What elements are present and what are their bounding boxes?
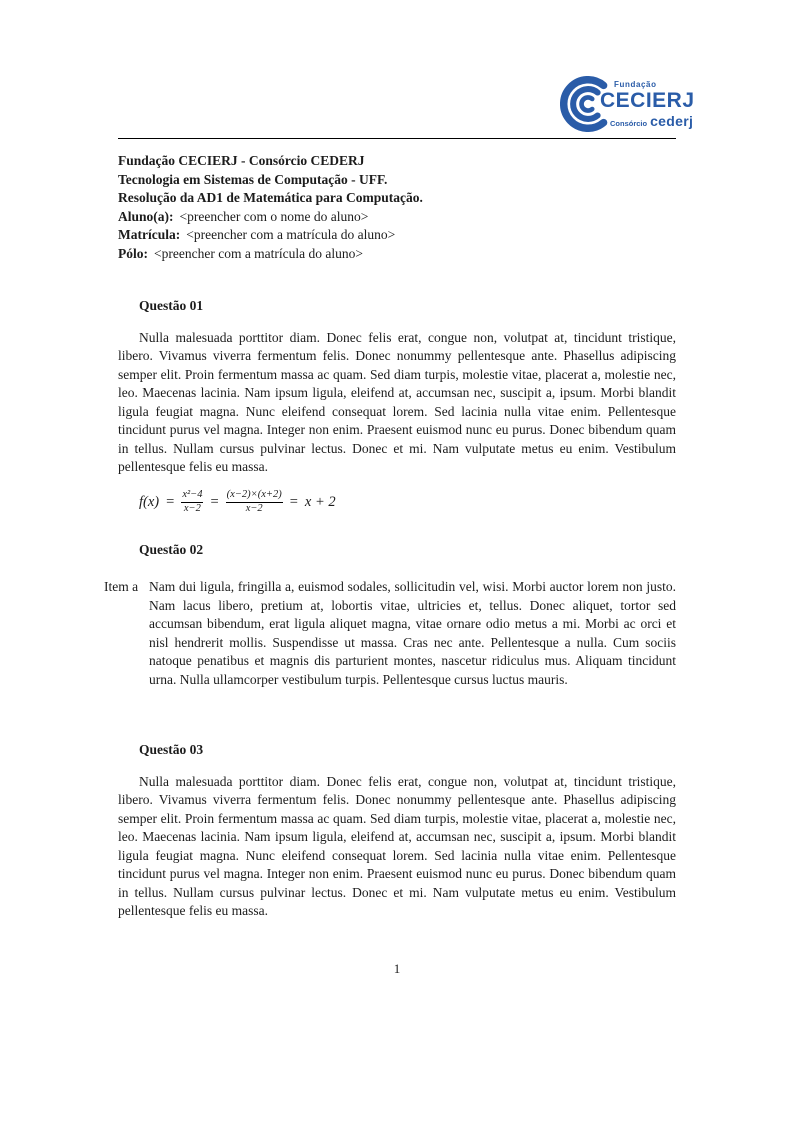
field-aluno-value: <preencher com o nome do aluno> [179,208,369,224]
formula-fraction-1 [181,489,203,515]
header-institution: Fundação CECIERJ - Consórcio CEDERJ [118,153,365,168]
page-number: 1 [393,961,401,976]
field-aluno [118,208,676,227]
field-polo-value: <preencher com a matrícula do aluno> [154,245,364,261]
formula-fraction-2 [226,489,283,515]
question-02-item-a [104,578,676,689]
field-matricula-value: <preencher com a matrícula do aluno> [186,227,396,242]
field-polo [118,245,676,264]
item-a-text: Nam dui ligula, fringilla a, euismod sodales, sollicitudin vel, wisi. Morbi auctor lorem non justo. Nam lacus libero, pretium at, lobortis vitae, ultricies et, tellus. Donec aliquet, tortor sed accumsan bibendum, erat ligula aliquet magna, vitae ornare odio metus a mi. Morbi ac orci et nisl hendrerit mollis. Suspendisse ut massa. Cras nec ante. Pellentesque a nulla. Cum sociis natoque penatibus et magnis dis parturient montes, nascetur ridiculus mus. Aliquam tincidunt urna. Nulla ullamcorper vestibulum turpis. Pellentesque cursus luctus mauris. [149,579,676,687]
formula-lhs: f(x) [139,494,160,511]
logo-cederj-label: cederj [650,112,694,129]
question-01-paragraph: Nulla malesuada porttitor diam. Donec felis erat, congue non, volutpat at, tincidunt tristique, libero. Vivamus viverra fermentum felis. Donec nonummy pellentesque ante. Phasellus adipiscing semper elit. Proin fermentum massa ac quam. Sed diam turpis, molestie vitae, placerat a, molestie nec, leo. Maecenas lacinia. Nam ipsum ligula, eleifend at, accumsan nec, suscipit a, ipsum. Morbi blandit ligula feugiat magna. Nunc eleifend consequat lorem. Sed lacinia nulla vitae enim. Pellentesque tincidunt purus vel magna. Integer non enim. Praesent euismod nunc eu purus. Donec bibendum quam in tellus. Nullam cursus pulvinar lectus. Donec et mi. Nam vulputate metus eu enim. Vestibulum pellentesque felis eu massa. [118,329,676,474]
cecierj-logo [560,76,695,132]
document-header [118,152,676,263]
question-03-title: Questão 03 [139,742,204,757]
question-02-title: Questão 02 [139,541,204,557]
formula-fx [139,485,676,521]
field-aluno-label: Aluno(a): [118,208,174,224]
formula-rhs: x + 2 [304,494,336,511]
header-document-title: Resolução da AD1 de Matemática para Computação. [118,190,423,205]
question-03-paragraph: Nulla malesuada porttitor diam. Donec felis erat, congue non, volutpat at, tincidunt tristique, libero. Vivamus viverra fermentum felis. Donec nonummy pellentesque ante. Phasellus adipiscing semper elit. Proin fermentum massa ac quam. Sed diam turpis, molestie vitae, placerat a, molestie nec, leo. Maecenas lacinia. Nam ipsum ligula, eleifend at, accumsan nec, suscipit a, ipsum. Morbi blandit ligula feugiat magna. Nunc eleifend consequat lorem. Sed lacinia nulla vitae enim. Pellentesque tincidunt purus vel magna. Integer non enim. Praesent euismod nunc eu purus. Donec bibendum quam in tellus. Nullam cursus pulvinar lectus. Donec et mi. Nam vulputate metus eu enim. Vestibulum pellentesque felis eu massa. [118,773,676,918]
logo-fundacao-label: Fundação [614,79,657,89]
logo-consorcio-label: Consórcio [610,118,648,128]
logo-consorcio-row [610,114,695,128]
header-rule [118,138,676,139]
equals-sign: = [210,494,219,511]
fraction-2-denominator: x−2 [245,503,263,514]
equals-sign: = [289,494,298,511]
fraction-1-numerator: x²−4 [181,489,203,503]
logo-cecierj-label: CECIERJ [600,88,695,112]
question-01-title: Questão 01 [139,298,204,313]
item-a-label: Item a [104,579,139,594]
fraction-1-denominator: x−2 [183,503,201,514]
field-polo-label: Pólo: [118,245,148,261]
document-content [104,152,676,921]
header-course: Tecnologia em Sistemas de Computação - UFF. [118,171,388,187]
field-matricula-label: Matrícula: [118,227,181,242]
field-matricula [118,226,676,245]
equals-sign: = [166,494,175,511]
fraction-2-numerator: (x−2)×(x+2) [226,489,283,503]
logo-text [600,81,695,128]
